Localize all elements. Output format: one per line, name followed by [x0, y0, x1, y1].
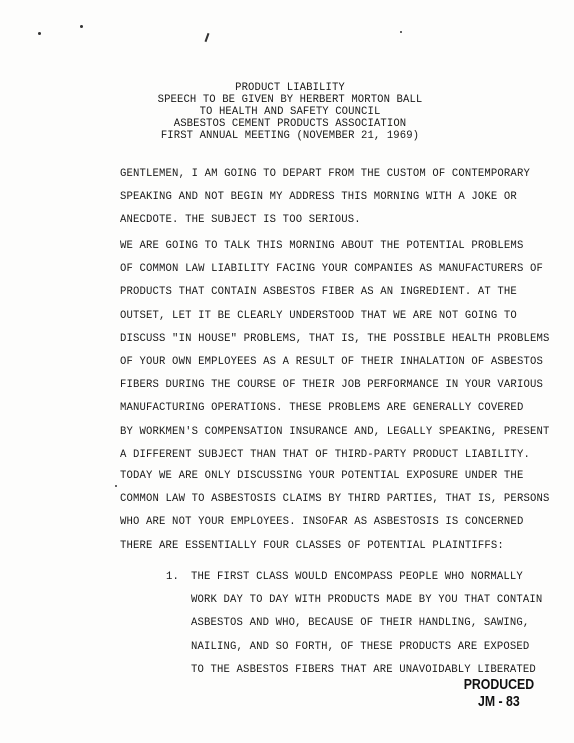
heading-audience-line: TO HEALTH AND SAFETY COUNCIL	[199, 106, 381, 118]
text-line: BY WORKMEN'S COMPENSATION INSURANCE AND, LEGALLY SPEAKING, PRESENT	[120, 425, 550, 438]
paragraph-scope	[120, 235, 550, 467]
text-line: TO THE ASBESTOS FIBERS THAT ARE UNAVOIDABLY LIBERATED	[191, 663, 536, 676]
text-line: MANUFACTURING OPERATIONS. THESE PROBLEMS ARE GENERALLY COVERED	[120, 402, 524, 415]
text-line: WORK DAY TO DAY WITH PRODUCTS MADE BY YOU THAT CONTAIN	[191, 594, 543, 607]
stamp-produced-label: PRODUCED	[463, 676, 535, 693]
text-line: A DIFFERENT SUBJECT THAN THAT OF THIRD-PARTY PRODUCT LIABILITY.	[120, 448, 530, 461]
paragraph-plaintiffs	[120, 465, 550, 558]
production-stamp	[462, 676, 536, 710]
text-line: TODAY WE ARE ONLY DISCUSSING YOUR POTENTIAL EXPOSURE UNDER THE	[120, 470, 524, 482]
text-line: SPEAKING AND NOT BEGIN MY ADDRESS THIS MORNING WITH A JOKE OR	[120, 191, 517, 204]
text-line: COMMON LAW TO ASBESTOSIS CLAIMS BY THIRD PARTIES, THAT IS, PERSONS	[120, 493, 550, 506]
document-heading	[130, 82, 450, 142]
scan-speck	[38, 32, 41, 35]
list-item-text	[191, 566, 542, 682]
stamp-bates-number: JM - 83	[478, 693, 520, 710]
text-line: ASBESTOS AND WHO, BECAUSE OF THEIR HANDLING, SAWING,	[191, 617, 530, 630]
pen-mark	[205, 33, 210, 42]
text-line: NAILING, AND SO FORTH, OF THESE PRODUCTS ARE EXPOSED	[191, 640, 530, 653]
text-line: PRODUCTS THAT CONTAIN ASBESTOS FIBER AS AN INGREDIENT. AT THE	[120, 286, 517, 299]
heading-speech-line: SPEECH TO BE GIVEN BY HERBERT MORTON BALL	[157, 94, 423, 106]
heading-association-line: ASBESTOS CEMENT PRODUCTS ASSOCIATION	[173, 118, 407, 130]
heading-meeting-line: FIRST ANNUAL MEETING (NOVEMBER 21, 1969)	[160, 130, 420, 142]
text-line: ANECDOTE. THE SUBJECT IS TOO SERIOUS.	[120, 214, 361, 227]
text-line: WHO ARE NOT YOUR EMPLOYEES. INSOFAR AS ASBESTOSIS IS CONCERNED	[120, 516, 524, 529]
text-line: OUTSET, LET IT BE CLEARLY UNDERSTOOD THAT WE ARE NOT GOING TO	[120, 309, 517, 322]
list-item-number: 1.	[166, 571, 180, 583]
text-line: DISCUSS "IN HOUSE" PROBLEMS, THAT IS, THE POSSIBLE HEALTH PROBLEMS	[120, 332, 550, 345]
scan-speck	[400, 31, 402, 33]
text-line: OF YOUR OWN EMPLOYEES AS A RESULT OF THEIR INHALATION OF ASBESTOS	[120, 355, 543, 368]
scan-speck	[115, 485, 117, 487]
text-line: OF COMMON LAW LIABILITY FACING YOUR COMPANIES AS MANUFACTURERS OF	[120, 263, 543, 276]
paragraph-intro	[120, 163, 540, 233]
text-line: THERE ARE ESSENTIALLY FOUR CLASSES OF POTENTIAL PLAINTIFFS:	[120, 539, 504, 552]
text-line: WE ARE GOING TO TALK THIS MORNING ABOUT THE POTENTIAL PROBLEMS	[120, 240, 524, 252]
text-line: FIBERS DURING THE COURSE OF THEIR JOB PERFORMANCE IN YOUR VARIOUS	[120, 379, 543, 392]
scan-speck	[80, 25, 83, 28]
text-line: THE FIRST CLASS WOULD ENCOMPASS PEOPLE WHO NORMALLY	[191, 571, 523, 583]
text-line: GENTLEMEN, I AM GOING TO DEPART FROM THE CUSTOM OF CONTEMPORARY	[120, 168, 530, 180]
heading-title: PRODUCT LIABILITY	[235, 82, 345, 94]
